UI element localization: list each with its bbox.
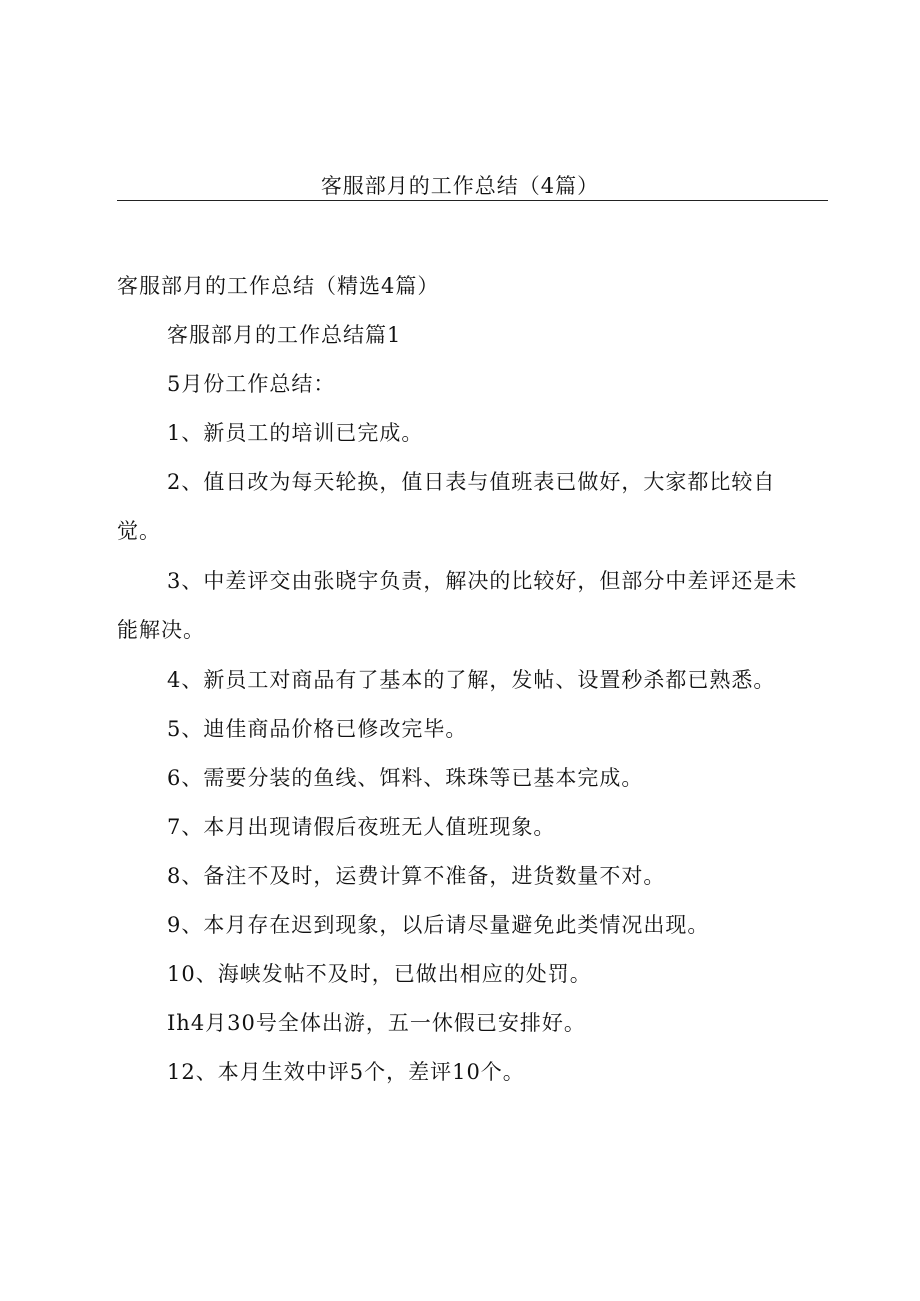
subtitle: 5月份工作总结： [167, 372, 336, 396]
list-item-2: 2、值日改为每天轮换，值日表与值班表已做好，大家都比较自觉。 [117, 470, 776, 543]
main-title: 客服部月的工作总结（精选4篇） [117, 274, 440, 298]
list-item-6: 6、需要分装的鱼线、饵料、珠珠等已基本完成。 [167, 766, 644, 790]
list-item-3: 3、中差评交由张晓宇负责，解决的比较好，但部分中差评还是未能解决。 [117, 569, 798, 642]
document-body [117, 268, 817, 1103]
list-item-5: 5、迪佳商品价格已修改完毕。 [167, 717, 468, 741]
list-item-1: 1、新员工的培训已完成。 [167, 421, 424, 445]
section-title: 客服部月的工作总结篇1 [167, 323, 402, 347]
list-item-9: 9、本月存在迟到现象，以后请尽量避免此类情况出现。 [167, 913, 710, 937]
running-header-title: 客服部月的工作总结（4篇） [320, 174, 600, 198]
header-divider [117, 200, 828, 201]
list-item-12: 12、本月生效中评5个，差评10个。 [167, 1060, 525, 1084]
list-item-11: Ih4月30号全体出游，五一休假已安排好。 [167, 1011, 586, 1035]
list-item-10: 10、海峡发帖不及时，已做出相应的处罚。 [167, 962, 592, 986]
list-item-7: 7、本月出现请假后夜班无人值班现象。 [167, 815, 556, 839]
list-item-8: 8、备注不及时，运费计算不准备，进货数量不对。 [167, 864, 666, 888]
list-item-4: 4、新员工对商品有了基本的了解，发帖、设置秒杀都已熟悉。 [167, 668, 776, 692]
